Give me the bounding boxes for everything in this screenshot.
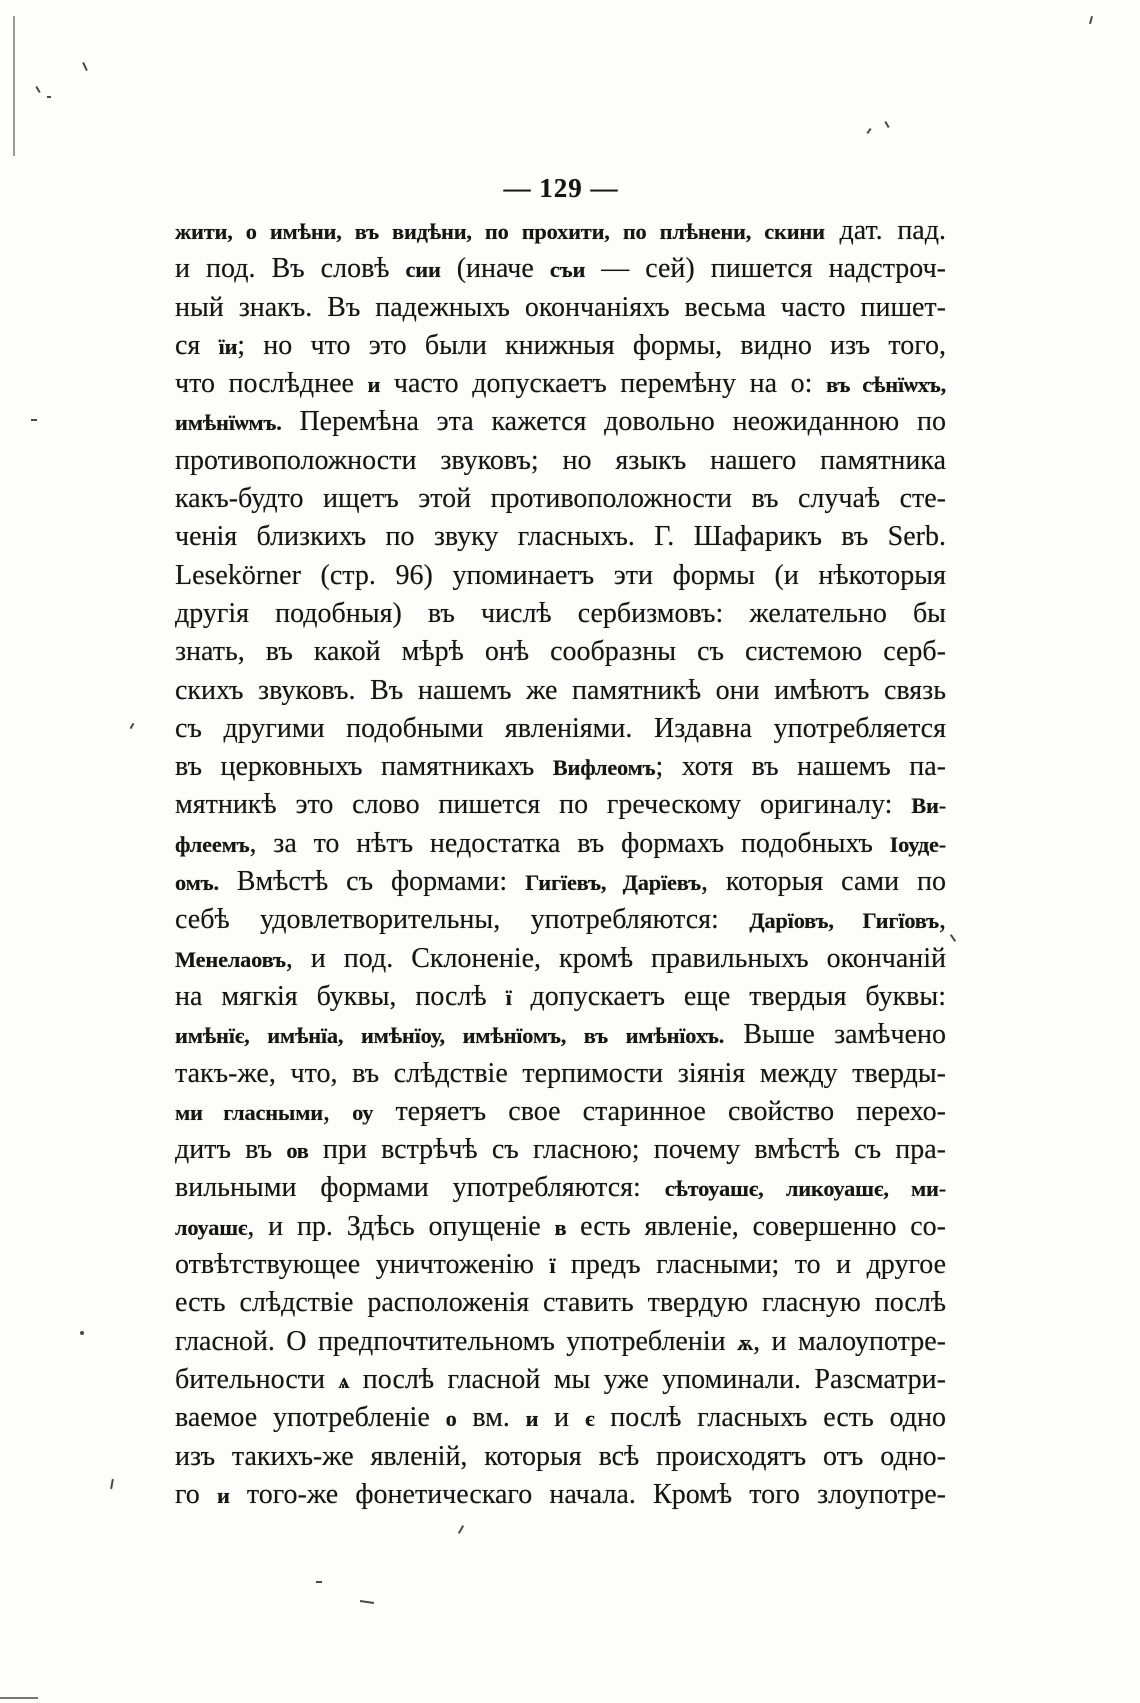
slavonic-form: Вифлеомъ: [552, 755, 656, 781]
text-line-content: [175, 1399, 946, 1438]
slavonic-form: и: [216, 1482, 230, 1508]
text-run: Вмѣстѣ съ формами:: [218, 866, 526, 898]
text-line-content: [175, 1208, 946, 1247]
slavonic-form: сѣтоуашє, ликоуашє, ми-: [664, 1176, 947, 1202]
slavonic-form: жити, о имѣни, въ видѣни, по прохити, по плѣнени, скини: [175, 219, 825, 244]
text-run: допускаетъ еще твердыя буквы:: [511, 980, 946, 1012]
scan-speck: [316, 1581, 322, 1583]
text-line: [175, 1169, 947, 1207]
text-line: [175, 1361, 947, 1399]
text-run: въ церковныхъ памятникахъ: [175, 751, 553, 783]
text-run: , которыя сами по: [700, 866, 946, 898]
text-line: [175, 1438, 947, 1476]
text-run: го: [175, 1478, 217, 1510]
text-run: ,: [939, 904, 946, 936]
text-run: , и малоупотре-: [753, 1325, 946, 1357]
text-run: себѣ удовлетворительны, употребляются:: [175, 904, 750, 936]
scan-speck: [884, 121, 889, 128]
text-line-content: [175, 1055, 946, 1093]
text-line: [175, 327, 947, 365]
text-line-content: [175, 212, 946, 251]
text-line: [175, 710, 947, 748]
scan-speck: [31, 419, 37, 421]
text-line-content: [175, 518, 946, 556]
text-run: ный знакъ. Въ падежныхъ окончаніяхъ весьма часто пишет-: [175, 291, 946, 323]
text-line: [175, 863, 947, 901]
text-line: [175, 1399, 947, 1437]
text-line: [175, 518, 947, 556]
text-line: [175, 672, 947, 710]
text-line: [175, 1208, 947, 1246]
text-run: другія подобныя) въ числѣ сербизмовъ: желательно бы: [175, 597, 946, 629]
scan-speck: [82, 62, 88, 71]
scan-speck: [360, 1600, 374, 1604]
text-run: Lesekörner (стр. 96) упоминаетъ эти формы (и нѣкоторыя: [175, 559, 946, 591]
text-run: мятникѣ это слово пишется по греческому оригиналу:: [175, 789, 912, 821]
text-line: [175, 978, 947, 1016]
text-line: [175, 250, 947, 288]
text-line-content: [175, 863, 946, 902]
slavonic-form: сии: [405, 257, 441, 283]
slavonic-form: Менелаовъ: [175, 946, 286, 972]
text-run: ; но что это были книжныя формы, видно изъ того,: [237, 329, 946, 361]
text-line-content: [175, 940, 946, 979]
text-run: что послѣднее: [175, 368, 368, 400]
text-line-content: [175, 1016, 946, 1055]
text-line-content: [175, 289, 946, 327]
text-line-content: [175, 901, 946, 940]
text-run: того-же фонетическаго начала. Кромѣ того злоупотре-: [229, 1478, 946, 1510]
slavonic-form: и: [525, 1406, 539, 1432]
text-run: — сей) пишется надстроч-: [585, 253, 946, 285]
text-line: [175, 1093, 947, 1131]
text-line-content: [175, 327, 946, 366]
page-number: — 129 —: [503, 173, 619, 203]
text-run: отвѣтствующее уничтоженію: [175, 1249, 550, 1281]
slavonic-form: ѧ: [338, 1367, 350, 1393]
text-run: ся: [175, 329, 219, 361]
text-line-content: [175, 710, 946, 748]
text-run: , и пр. Здѣсь опущеніе: [247, 1210, 555, 1242]
text-run: часто допускаетъ перемѣну на о:: [380, 368, 827, 400]
text-run: Выше замѣчено: [724, 1019, 946, 1051]
text-line-content: [175, 748, 946, 787]
text-line: [175, 480, 947, 518]
text-run: , и под. Склоненіе, кромѣ правильныхъ окончаній: [285, 942, 946, 974]
text-run: предъ гласными; то и другое: [555, 1249, 946, 1281]
text-line: [175, 1016, 947, 1054]
slavonic-form: є: [584, 1406, 595, 1432]
text-line-content: [175, 1361, 946, 1400]
text-run: ,: [322, 1095, 353, 1127]
text-line: [175, 403, 947, 441]
text-line: [175, 748, 947, 786]
slavonic-form: съи: [549, 257, 586, 283]
text-line-content: [175, 442, 946, 480]
text-run: знать, въ какой мѣрѣ онѣ сообразны съ системою серб-: [175, 636, 946, 668]
text-run: послѣ гласныхъ есть одно: [594, 1402, 946, 1434]
slavonic-form: ов: [286, 1138, 309, 1164]
text-line: [175, 365, 947, 403]
scan-speck: [47, 96, 51, 98]
text-line-content: [175, 825, 946, 864]
scan-speck: [458, 1525, 464, 1534]
text-run: какъ-будто ищетъ этой противоположности въ случаѣ сте-: [175, 483, 946, 515]
text-run: Перемѣна эта кажется довольно неожиданною по: [281, 406, 946, 438]
slavonic-form: ѫ: [737, 1329, 754, 1355]
scan-speck: [1089, 16, 1093, 24]
slavonic-form: ї: [505, 984, 512, 1010]
text-run: такъ-же, что, въ слѣдствіе терпимости зіянія между тверды-: [175, 1057, 946, 1089]
text-run: на мягкія буквы, послѣ: [175, 980, 506, 1012]
text-line-content: [175, 1323, 946, 1362]
scan-speck: [130, 723, 135, 729]
text-run: противоположности звуковъ; но языкъ нашего памятника: [175, 444, 946, 476]
text-run: и под. Въ словѣ: [175, 253, 406, 285]
text-run: дат. пад.: [824, 215, 946, 246]
text-line: [175, 595, 947, 633]
slavonic-form: омъ.: [175, 870, 219, 896]
text-line-content: [175, 480, 946, 518]
text-line-content: [175, 1438, 946, 1476]
text-line-content: [175, 1093, 946, 1132]
scan-speck: [110, 1479, 114, 1489]
text-run: скихъ звуковъ. Въ нашемъ же памятникѣ они имѣютъ связь: [175, 674, 946, 706]
slavonic-form: Дарїовъ, Гигїовъ: [749, 908, 939, 934]
text-line: [175, 212, 947, 250]
text-line-content: [175, 557, 946, 595]
text-run: ваемое употребленіе: [175, 1402, 446, 1434]
text-line-content: [175, 403, 946, 442]
slavonic-form: лоуашє: [175, 1214, 248, 1240]
text-line-content: [175, 1169, 946, 1208]
text-line: [175, 825, 947, 863]
text-line: [175, 901, 947, 939]
slavonic-form: в: [554, 1214, 567, 1240]
text-run: вильными формами употребляются:: [175, 1172, 665, 1204]
text-run: съ другими подобными явленіями. Издавна употребляется: [175, 712, 946, 744]
slavonic-form: о: [445, 1406, 457, 1432]
text-run: есть явленіе, совершенно со-: [566, 1210, 946, 1242]
text-line: [175, 442, 947, 480]
text-line-content: [175, 672, 946, 710]
slavonic-form: Гигїевъ, Дарїевъ: [525, 870, 701, 896]
scan-speck: [80, 1331, 84, 1335]
text-line-content: [175, 786, 946, 825]
text-run: при встрѣчѣ съ гласною; почему вмѣстѣ съ пра-: [308, 1134, 946, 1166]
slavonic-form: имѣнїѡмъ.: [175, 410, 282, 436]
text-run: ченія близкихъ по звуку гласныхъ. Г. Шафарикъ въ Serb.: [175, 521, 946, 553]
slavonic-form: оу: [352, 1099, 374, 1125]
text-run: вм.: [456, 1402, 526, 1434]
text-run: дитъ въ: [175, 1134, 287, 1166]
text-run: , за то нѣтъ недостатка въ формахъ подобныхъ: [249, 827, 890, 859]
scan-speck: [866, 128, 871, 134]
body-text: [175, 212, 947, 1514]
text-run: есть слѣдствіе расположенія ставить твердую гласную послѣ: [175, 1287, 946, 1319]
text-line-content: [175, 365, 946, 404]
text-line: [175, 633, 947, 671]
text-line-content: [175, 1284, 946, 1322]
slavonic-form: и: [367, 372, 381, 398]
text-line: [175, 557, 947, 595]
text-line-content: [175, 633, 946, 671]
text-line: [175, 1476, 947, 1514]
text-line-content: [175, 978, 946, 1017]
slavonic-form: Іоуде-: [889, 831, 946, 857]
slavonic-form: флеемъ: [175, 831, 250, 857]
slavonic-form: въ сѣнїѡхъ,: [826, 372, 946, 398]
text-line: [175, 1246, 947, 1284]
text-line: [175, 1284, 947, 1322]
text-run: изъ такихъ-же явленій, которыя всѣ происходятъ отъ одно-: [175, 1440, 946, 1472]
text-line-content: [175, 1246, 946, 1285]
text-run: (иначе: [440, 253, 550, 285]
text-line: [175, 289, 947, 327]
text-line-content: [175, 250, 946, 289]
scan-speck: [950, 934, 956, 942]
text-line: [175, 1131, 947, 1169]
text-run: теряетъ свое старинное свойство перехо-: [373, 1095, 947, 1127]
text-run: послѣ гласной мы уже упоминали. Разсматри-: [349, 1363, 946, 1395]
slavonic-form: ї: [549, 1253, 556, 1279]
text-run: ; хотя въ нашемъ па-: [655, 751, 946, 783]
text-line-content: [175, 595, 946, 633]
text-line: [175, 786, 947, 824]
text-line: [175, 940, 947, 978]
slavonic-form: ми гласными: [175, 1099, 323, 1125]
scan-speck: [35, 86, 40, 93]
slavonic-form: Ви-: [911, 793, 946, 819]
text-line: [175, 1323, 947, 1361]
scan-edge-line: [0, 1697, 38, 1699]
scan-edge-line: [13, 16, 15, 156]
slavonic-form: имѣнїє, имѣнїа, имѣнїоу, имѣнїомъ, въ имѣнїохъ.: [175, 1023, 725, 1049]
text-run: и: [538, 1402, 585, 1434]
text-run: гласной. О предпочтительномъ употребленіи: [175, 1325, 738, 1357]
text-run: бительности: [175, 1363, 339, 1395]
slavonic-form: їи: [218, 333, 238, 359]
text-line: [175, 1055, 947, 1093]
text-line-content: [175, 1131, 946, 1170]
text-line-content: [175, 1476, 946, 1515]
